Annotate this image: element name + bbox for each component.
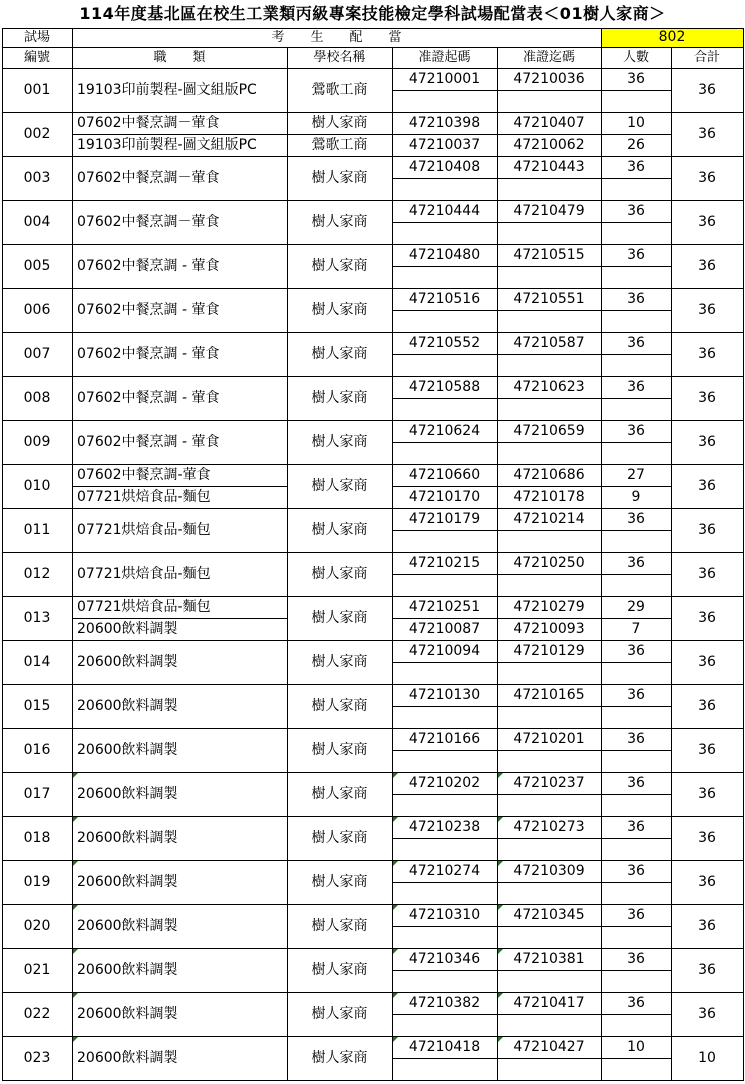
cell-comment-marker [73, 949, 78, 954]
school-name: 樹人家商 [311, 742, 368, 758]
room-number: 019 [23, 874, 51, 890]
grid-line [392, 750, 672, 751]
room-number: 023 [23, 1050, 51, 1066]
cell-comment-marker [498, 993, 503, 998]
header-ticket-end: 准證迄碼 [522, 50, 575, 65]
candidate-count: 7 [631, 621, 641, 637]
ticket-end: 47210417 [513, 995, 585, 1011]
room-subtotal: 36 [698, 918, 716, 934]
ticket-start: 47210130 [408, 687, 481, 703]
cell-comment-marker [73, 993, 78, 998]
ticket-end: 47210237 [513, 775, 585, 791]
room-number: 014 [23, 654, 51, 670]
ticket-start: 47210087 [408, 621, 481, 637]
school-name: 樹人家商 [311, 918, 368, 934]
cell-comment-marker [393, 993, 398, 998]
grid-line [392, 47, 393, 1081]
header-room-bottom: 編號 [23, 50, 50, 65]
trade-name: 19103印前製程-圖文組版PC [77, 82, 257, 98]
cell-comment-marker [498, 1037, 503, 1042]
ticket-end: 47210686 [513, 467, 585, 483]
ticket-end: 47210062 [513, 137, 585, 153]
trade-name: 20600飲料調製 [77, 1050, 178, 1066]
ticket-start: 47210274 [408, 863, 481, 879]
ticket-start: 47210516 [408, 291, 481, 307]
candidate-count: 36 [627, 159, 645, 175]
room-number: 018 [23, 830, 51, 846]
room-subtotal: 36 [698, 82, 716, 98]
grid-line [497, 47, 498, 1081]
candidate-count: 36 [627, 731, 645, 747]
ticket-end: 47210309 [513, 863, 585, 879]
grid-line [392, 398, 672, 399]
candidate-count: 36 [627, 995, 645, 1011]
ticket-end: 47210659 [513, 423, 585, 439]
school-name: 樹人家商 [311, 566, 368, 582]
ticket-end: 47210214 [513, 511, 585, 527]
room-number: 008 [23, 390, 51, 406]
candidate-count: 10 [627, 115, 645, 131]
trade-name: 07602中餐烹調 - 葷食 [77, 302, 220, 318]
ticket-end: 47210093 [513, 621, 585, 637]
grid-line [392, 1058, 672, 1059]
school-name: 樹人家商 [311, 258, 368, 274]
header-ticket-start: 准證起碼 [418, 50, 471, 65]
room-number: 012 [23, 566, 51, 582]
ticket-end: 47210551 [513, 291, 585, 307]
candidate-count: 36 [627, 687, 645, 703]
room-number: 001 [23, 82, 51, 98]
ticket-start: 47210179 [408, 511, 481, 527]
room-subtotal: 36 [698, 566, 716, 582]
school-name: 樹人家商 [311, 346, 368, 362]
trade-name: 20600飲料調製 [77, 654, 178, 670]
room-number: 007 [23, 346, 51, 362]
school-name: 樹人家商 [311, 522, 368, 538]
trade-name: 07602中餐烹調 - 葷食 [77, 390, 220, 406]
trade-name: 20600飲料調製 [77, 874, 178, 890]
trade-name: 07602中餐烹調 - 葷食 [77, 434, 220, 450]
room-number: 015 [23, 698, 51, 714]
room-subtotal: 36 [698, 434, 716, 450]
ticket-start: 47210166 [408, 731, 481, 747]
cell-comment-marker [73, 817, 78, 822]
grid-line [392, 706, 672, 707]
grid-line [72, 486, 288, 487]
ticket-start: 47210215 [408, 555, 481, 571]
grid-line [2, 1080, 744, 1081]
grid-line [392, 310, 672, 311]
room-number: 009 [23, 434, 51, 450]
grid-line [392, 530, 672, 531]
cell-comment-marker [498, 949, 503, 954]
room-number: 021 [23, 962, 51, 978]
ticket-start: 47210624 [408, 423, 481, 439]
trade-name: 07602中餐烹調 - 葷食 [77, 258, 220, 274]
candidate-count: 10 [627, 1039, 645, 1055]
cell-comment-marker [498, 817, 503, 822]
school-name: 樹人家商 [311, 115, 368, 131]
ticket-start: 47210094 [408, 643, 481, 659]
ticket-end: 47210515 [513, 247, 585, 263]
ticket-start: 47210310 [408, 907, 481, 923]
grid-line [72, 618, 288, 619]
candidate-count: 36 [627, 511, 645, 527]
ticket-end: 47210279 [513, 599, 585, 615]
header-allocation: 考 生 配 當 [271, 30, 402, 45]
school-name: 樹人家商 [311, 434, 368, 450]
grid-line [392, 442, 672, 443]
room-subtotal: 36 [698, 258, 716, 274]
room-number: 006 [23, 302, 51, 318]
ticket-start: 47210037 [408, 137, 481, 153]
trade-name: 20600飲料調製 [77, 918, 178, 934]
trade-name: 20600飲料調製 [77, 786, 178, 802]
candidate-count: 36 [627, 863, 645, 879]
school-name: 樹人家商 [311, 830, 368, 846]
page-title: 114年度基北區在校生工業類丙級專案技能檢定學科試場配當表＜01樹人家商＞ [79, 4, 666, 23]
trade-name: 07721烘焙食品-麵包 [77, 489, 211, 505]
school-name: 樹人家商 [311, 170, 368, 186]
trade-name: 07721烘焙食品-麵包 [77, 566, 211, 582]
school-name: 樹人家商 [311, 786, 368, 802]
room-number: 013 [23, 610, 51, 626]
room-subtotal: 36 [698, 522, 716, 538]
header-count: 人數 [622, 50, 649, 65]
ticket-start: 47210251 [408, 599, 481, 615]
ticket-end: 47210201 [513, 731, 585, 747]
cell-comment-marker [73, 773, 78, 778]
grid-line [392, 970, 672, 971]
room-number: 022 [23, 1006, 51, 1022]
ticket-end: 47210623 [513, 379, 585, 395]
room-subtotal: 36 [698, 874, 716, 890]
room-subtotal: 36 [698, 830, 716, 846]
candidate-count: 36 [627, 203, 645, 219]
ticket-end: 47210178 [513, 489, 585, 505]
grid-line [392, 794, 672, 795]
ticket-start: 47210552 [408, 335, 481, 351]
room-subtotal: 10 [698, 1050, 716, 1066]
ticket-start: 47210444 [408, 203, 481, 219]
school-name: 鶯歌工商 [311, 82, 368, 98]
room-subtotal: 36 [698, 346, 716, 362]
trade-name: 20600飲料調製 [77, 698, 178, 714]
room-number: 011 [23, 522, 51, 538]
trade-name: 07602中餐烹調－葷食 [77, 115, 220, 131]
grid-line [671, 47, 672, 1081]
candidate-count: 36 [627, 819, 645, 835]
candidate-count: 9 [631, 489, 641, 505]
room-subtotal: 36 [698, 698, 716, 714]
candidate-count: 36 [627, 335, 645, 351]
ticket-start: 47210382 [408, 995, 481, 1011]
cell-comment-marker [498, 905, 503, 910]
candidate-count: 36 [627, 379, 645, 395]
ticket-start: 47210418 [408, 1039, 481, 1055]
trade-name: 07721烘焙食品-麵包 [77, 522, 211, 538]
candidate-count: 36 [627, 71, 645, 87]
school-name: 樹人家商 [311, 1050, 368, 1066]
room-number: 020 [23, 918, 51, 934]
header-subtotal: 合計 [693, 50, 720, 65]
ticket-end: 47210587 [513, 335, 585, 351]
ticket-end: 47210479 [513, 203, 585, 219]
trade-name: 07602中餐烹調-葷食 [77, 467, 211, 483]
ticket-start: 47210408 [408, 159, 481, 175]
ticket-start: 47210238 [408, 819, 481, 835]
grid-line [392, 662, 672, 663]
trade-name: 19103印前製程-圖文組版PC [77, 137, 257, 153]
trade-name: 07721烘焙食品-麵包 [77, 599, 211, 615]
school-name: 樹人家商 [311, 962, 368, 978]
candidate-count: 36 [627, 775, 645, 791]
trade-name: 20600飲料調製 [77, 621, 178, 637]
ticket-end: 47210129 [513, 643, 585, 659]
school-name: 樹人家商 [311, 610, 368, 626]
room-number: 005 [23, 258, 51, 274]
ticket-end: 47210273 [513, 819, 585, 835]
grid-line [392, 882, 672, 883]
room-subtotal: 36 [698, 126, 716, 142]
ticket-start: 47210202 [408, 775, 481, 791]
cell-comment-marker [393, 949, 398, 954]
candidate-count: 36 [627, 643, 645, 659]
room-number: 003 [23, 170, 51, 186]
school-name: 樹人家商 [311, 390, 368, 406]
school-name: 樹人家商 [311, 214, 368, 230]
candidate-count: 36 [627, 423, 645, 439]
cell-comment-marker [393, 1037, 398, 1042]
grid-line [392, 926, 672, 927]
ticket-end: 47210345 [513, 907, 585, 923]
trade-name: 20600飲料調製 [77, 962, 178, 978]
header-school: 學校名稱 [313, 50, 366, 65]
grid-line [392, 90, 672, 91]
cell-comment-marker [393, 905, 398, 910]
candidate-count: 36 [627, 907, 645, 923]
candidate-count: 29 [627, 599, 645, 615]
grid-line [2, 28, 744, 29]
candidate-count: 36 [627, 555, 645, 571]
grid-line [392, 178, 672, 179]
grid-line [2, 47, 744, 48]
school-name: 樹人家商 [311, 654, 368, 670]
school-name: 樹人家商 [311, 478, 368, 494]
trade-name: 07602中餐烹調－葷食 [77, 170, 220, 186]
room-subtotal: 36 [698, 1006, 716, 1022]
school-name: 樹人家商 [311, 302, 368, 318]
ticket-start: 47210660 [408, 467, 481, 483]
grid-line [287, 47, 288, 1081]
grid-line [392, 838, 672, 839]
school-name: 鶯歌工商 [311, 137, 368, 153]
cell-comment-marker [73, 905, 78, 910]
grid-line [392, 574, 672, 575]
ticket-start: 47210398 [408, 115, 481, 131]
cell-comment-marker [393, 817, 398, 822]
cell-comment-marker [73, 1037, 78, 1042]
room-subtotal: 36 [698, 962, 716, 978]
grid-line [392, 222, 672, 223]
cell-comment-marker [498, 861, 503, 866]
ticket-end: 47210381 [513, 951, 585, 967]
ticket-start: 47210588 [408, 379, 481, 395]
candidate-count: 26 [627, 137, 645, 153]
school-name: 樹人家商 [311, 874, 368, 890]
ticket-start: 47210170 [408, 489, 481, 505]
trade-name: 20600飲料調製 [77, 1006, 178, 1022]
ticket-end: 47210250 [513, 555, 585, 571]
ticket-start: 47210001 [408, 71, 481, 87]
ticket-start: 47210480 [408, 247, 481, 263]
room-subtotal: 36 [698, 170, 716, 186]
header-total-count: 802 [658, 29, 686, 45]
cell-comment-marker [393, 861, 398, 866]
candidate-count: 36 [627, 291, 645, 307]
school-name: 樹人家商 [311, 698, 368, 714]
trade-name: 20600飲料調製 [77, 742, 178, 758]
ticket-end: 47210036 [513, 71, 585, 87]
candidate-count: 36 [627, 247, 645, 263]
room-number: 002 [23, 126, 51, 142]
cell-comment-marker [73, 861, 78, 866]
cell-comment-marker [393, 773, 398, 778]
ticket-end: 47210443 [513, 159, 585, 175]
header-trade: 職 類 [153, 50, 206, 65]
grid-line [72, 28, 73, 1081]
ticket-start: 47210346 [408, 951, 481, 967]
grid-line [392, 354, 672, 355]
trade-name: 07602中餐烹調－葷食 [77, 214, 220, 230]
room-number: 017 [23, 786, 51, 802]
grid-line [2, 28, 3, 1081]
candidate-count: 27 [627, 467, 645, 483]
grid-line [601, 28, 602, 1081]
trade-name: 07602中餐烹調 - 葷食 [77, 346, 220, 362]
room-subtotal: 36 [698, 214, 716, 230]
header-room-top: 試場 [23, 30, 50, 45]
ticket-end: 47210407 [513, 115, 585, 131]
room-number: 010 [23, 478, 51, 494]
room-subtotal: 36 [698, 742, 716, 758]
ticket-end: 47210427 [513, 1039, 585, 1055]
ticket-end: 47210165 [513, 687, 585, 703]
room-subtotal: 36 [698, 610, 716, 626]
room-subtotal: 36 [698, 786, 716, 802]
candidate-count: 36 [627, 951, 645, 967]
grid-line [392, 266, 672, 267]
cell-comment-marker [498, 773, 503, 778]
room-number: 016 [23, 742, 51, 758]
grid-line [743, 28, 744, 1081]
room-number: 004 [23, 214, 51, 230]
room-subtotal: 36 [698, 302, 716, 318]
room-subtotal: 36 [698, 654, 716, 670]
trade-name: 20600飲料調製 [77, 830, 178, 846]
school-name: 樹人家商 [311, 1006, 368, 1022]
grid-line [392, 1014, 672, 1015]
room-subtotal: 36 [698, 390, 716, 406]
room-subtotal: 36 [698, 478, 716, 494]
